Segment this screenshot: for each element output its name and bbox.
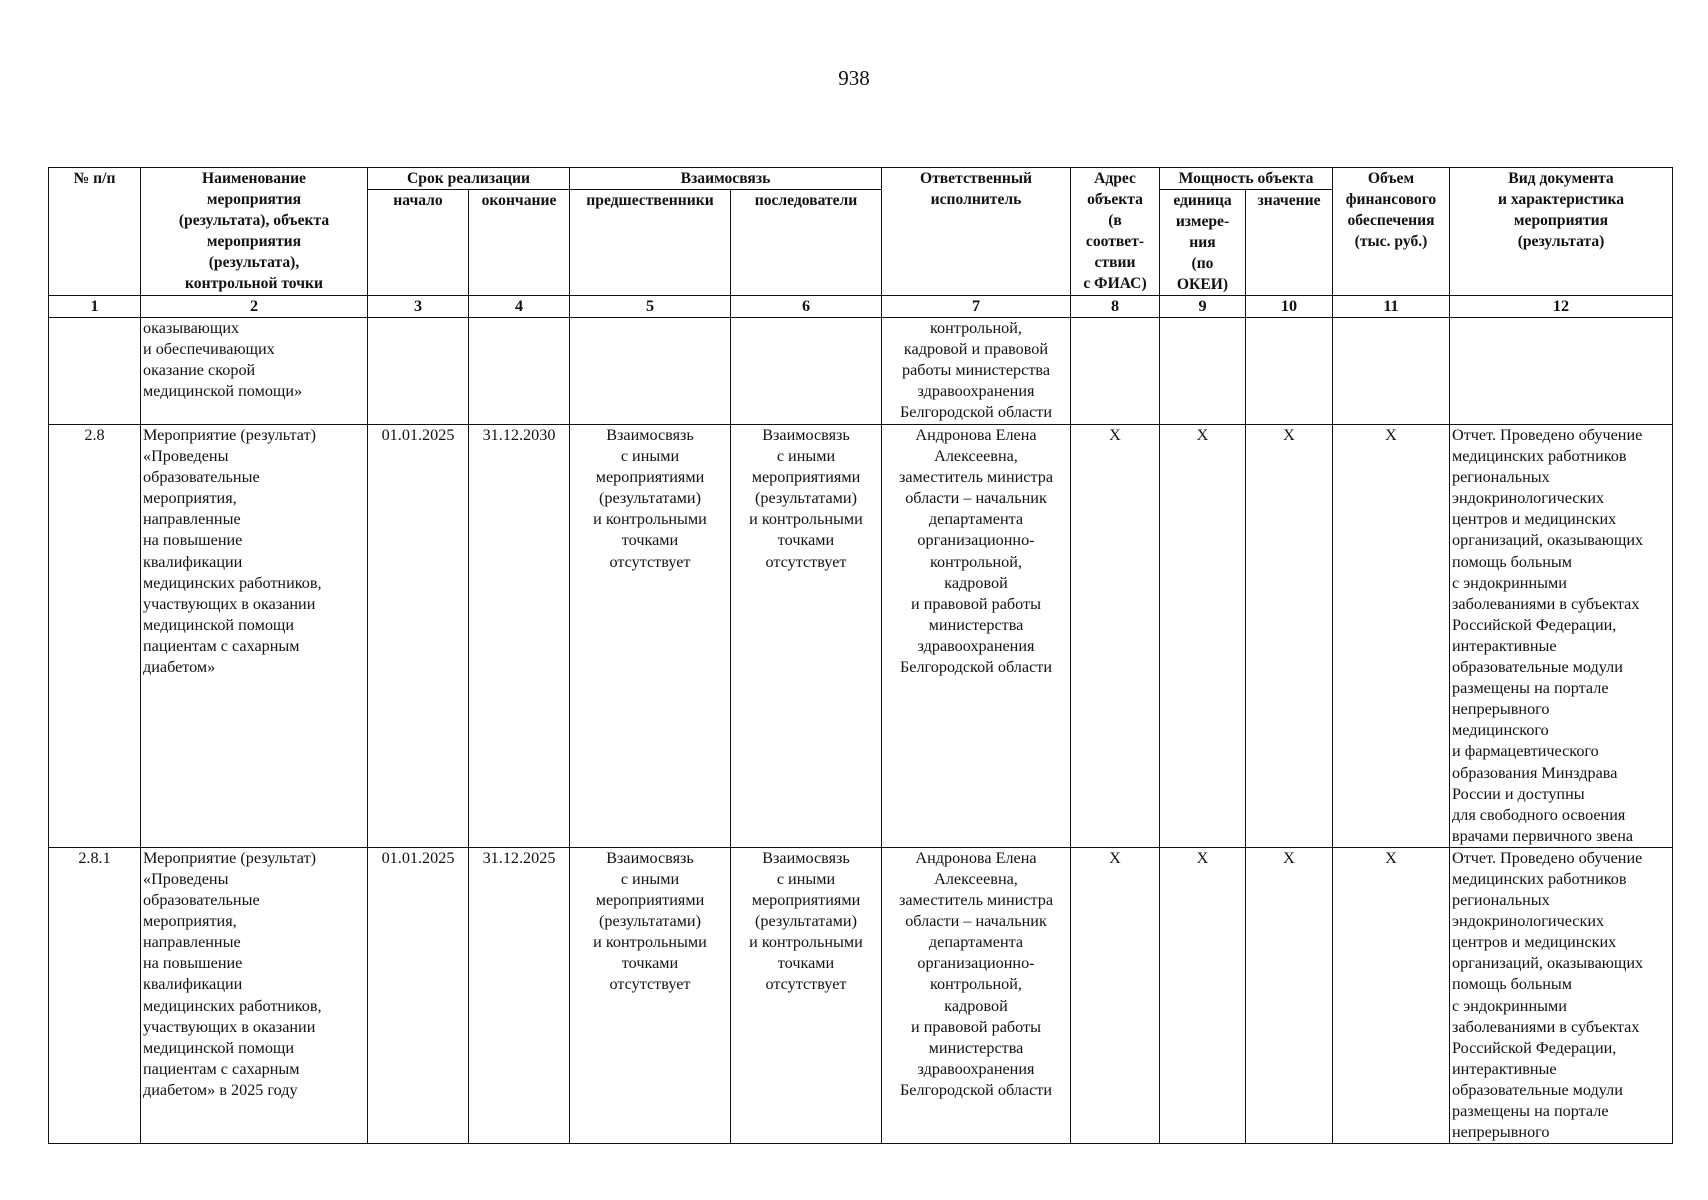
header-capacity-value: значение [1246,190,1333,296]
cell-name: Мероприятие (результат) «Проведены образовательные мероприятия, направленные на повышение квалификации медицинских работников, участвующих в оказании медицинской помощи пациентам с сахарным диабетом» в 2025 году [141,847,368,1143]
cell-finance [1333,318,1450,425]
cell-end: 31.12.2025 [469,847,570,1143]
column-number: 10 [1246,296,1333,318]
cell-document: Отчет. Проведено обучение медицинских работников региональных эндокринологических центров и медицинских организаций, оказывающих помощь больным с эндокринными заболеваниями в субъектах Российской Федерации, интерактивные образовательные модули размещены на портале непрерывного медицинского и фармацевтического образования Минздрава России и доступны для свободного освоения врачами первичного звена [1450,425,1673,848]
cell-address [1071,318,1160,425]
cell-finance: X [1333,847,1450,1143]
column-number: 1 [49,296,141,318]
header-capacity-unit: единица измере- ния (по ОКЕИ) [1160,190,1246,296]
cell-value [1246,318,1333,425]
cell-responsible: контрольной, кадровой и правовой работы министерства здравоохранения Белгородской области [882,318,1071,425]
cell-end: 31.12.2030 [469,425,570,848]
header-document: Вид документа и характеристика мероприятия (результата) [1450,168,1673,296]
header-link-succ: последователи [731,190,882,296]
column-number: 12 [1450,296,1673,318]
column-numbers-row [49,296,1673,318]
cell-end [469,318,570,425]
header-address: Адрес объекта (в соответ- ствии с ФИАС) [1071,168,1160,296]
header-link-pred: предшественники [570,190,731,296]
column-number: 4 [469,296,570,318]
cell-start [368,318,469,425]
table-row [49,425,1673,848]
cell-number [49,318,141,425]
cell-finance: X [1333,425,1450,848]
header-name: Наименование мероприятия (результата), объекта мероприятия (результата), контрольной точки [141,168,368,296]
table-row [49,847,1673,1143]
cell-successors [731,318,882,425]
header-finance: Объем финансового обеспечения (тыс. руб.) [1333,168,1450,296]
header-capacity-group: Мощность объекта [1160,168,1333,190]
column-number: 3 [368,296,469,318]
cell-start: 01.01.2025 [368,847,469,1143]
cell-document [1450,318,1673,425]
column-number: 7 [882,296,1071,318]
cell-name: Мероприятие (результат) «Проведены образовательные мероприятия, направленные на повышение квалификации медицинских работников, участвующих в оказании медицинской помощи пациентам с сахарным диабетом» [141,425,368,848]
header-term-start: начало [368,190,469,296]
table-row [49,318,1673,425]
page-number: 938 [838,66,870,90]
cell-unit [1160,318,1246,425]
header-term-end: окончание [469,190,570,296]
cell-predecessors: Взаимосвязь с иными мероприятиями (результатами) и контрольными точками отсутствует [570,425,731,848]
cell-successors: Взаимосвязь с иными мероприятиями (результатами) и контрольными точками отсутствует [731,847,882,1143]
cell-number: 2.8 [49,425,141,848]
cell-number: 2.8.1 [49,847,141,1143]
cell-unit: X [1160,425,1246,848]
cell-address: X [1071,847,1160,1143]
column-number: 6 [731,296,882,318]
cell-name: оказывающих и обеспечивающих оказание скорой медицинской помощи» [141,318,368,425]
cell-predecessors: Взаимосвязь с иными мероприятиями (результатами) и контрольными точками отсутствует [570,847,731,1143]
cell-predecessors [570,318,731,425]
header-term-group: Срок реализации [368,168,570,190]
column-number: 9 [1160,296,1246,318]
cell-responsible: Андронова Елена Алексеевна, заместитель министра области – начальник департамента организационно- контрольной, кадровой и правовой работы министерства здравоохранения Белгородской области [882,425,1071,848]
cell-address: X [1071,425,1160,848]
cell-document: Отчет. Проведено обучение медицинских работников региональных эндокринологических центров и медицинских организаций, оказывающих помощь больным с эндокринными заболеваниями в субъектах Российской Федерации, интерактивные образовательные модули размещены на портале непрерывного [1450,847,1673,1143]
cell-successors: Взаимосвязь с иными мероприятиями (результатами) и контрольными точками отсутствует [731,425,882,848]
cell-unit: X [1160,847,1246,1143]
header-responsible: Ответственный исполнитель [882,168,1071,296]
measures-table [48,167,1673,1144]
column-number: 8 [1071,296,1160,318]
header-link-group: Взаимосвязь [570,168,882,190]
cell-value: X [1246,847,1333,1143]
cell-value: X [1246,425,1333,848]
column-number: 2 [141,296,368,318]
cell-responsible: Андронова Елена Алексеевна, заместитель министра области – начальник департамента организационно- контрольной, кадровой и правовой работы министерства здравоохранения Белгородской области [882,847,1071,1143]
header-row-top [49,168,1673,190]
cell-start: 01.01.2025 [368,425,469,848]
header-number: № п/п [49,168,141,296]
column-number: 5 [570,296,731,318]
column-number: 11 [1333,296,1450,318]
